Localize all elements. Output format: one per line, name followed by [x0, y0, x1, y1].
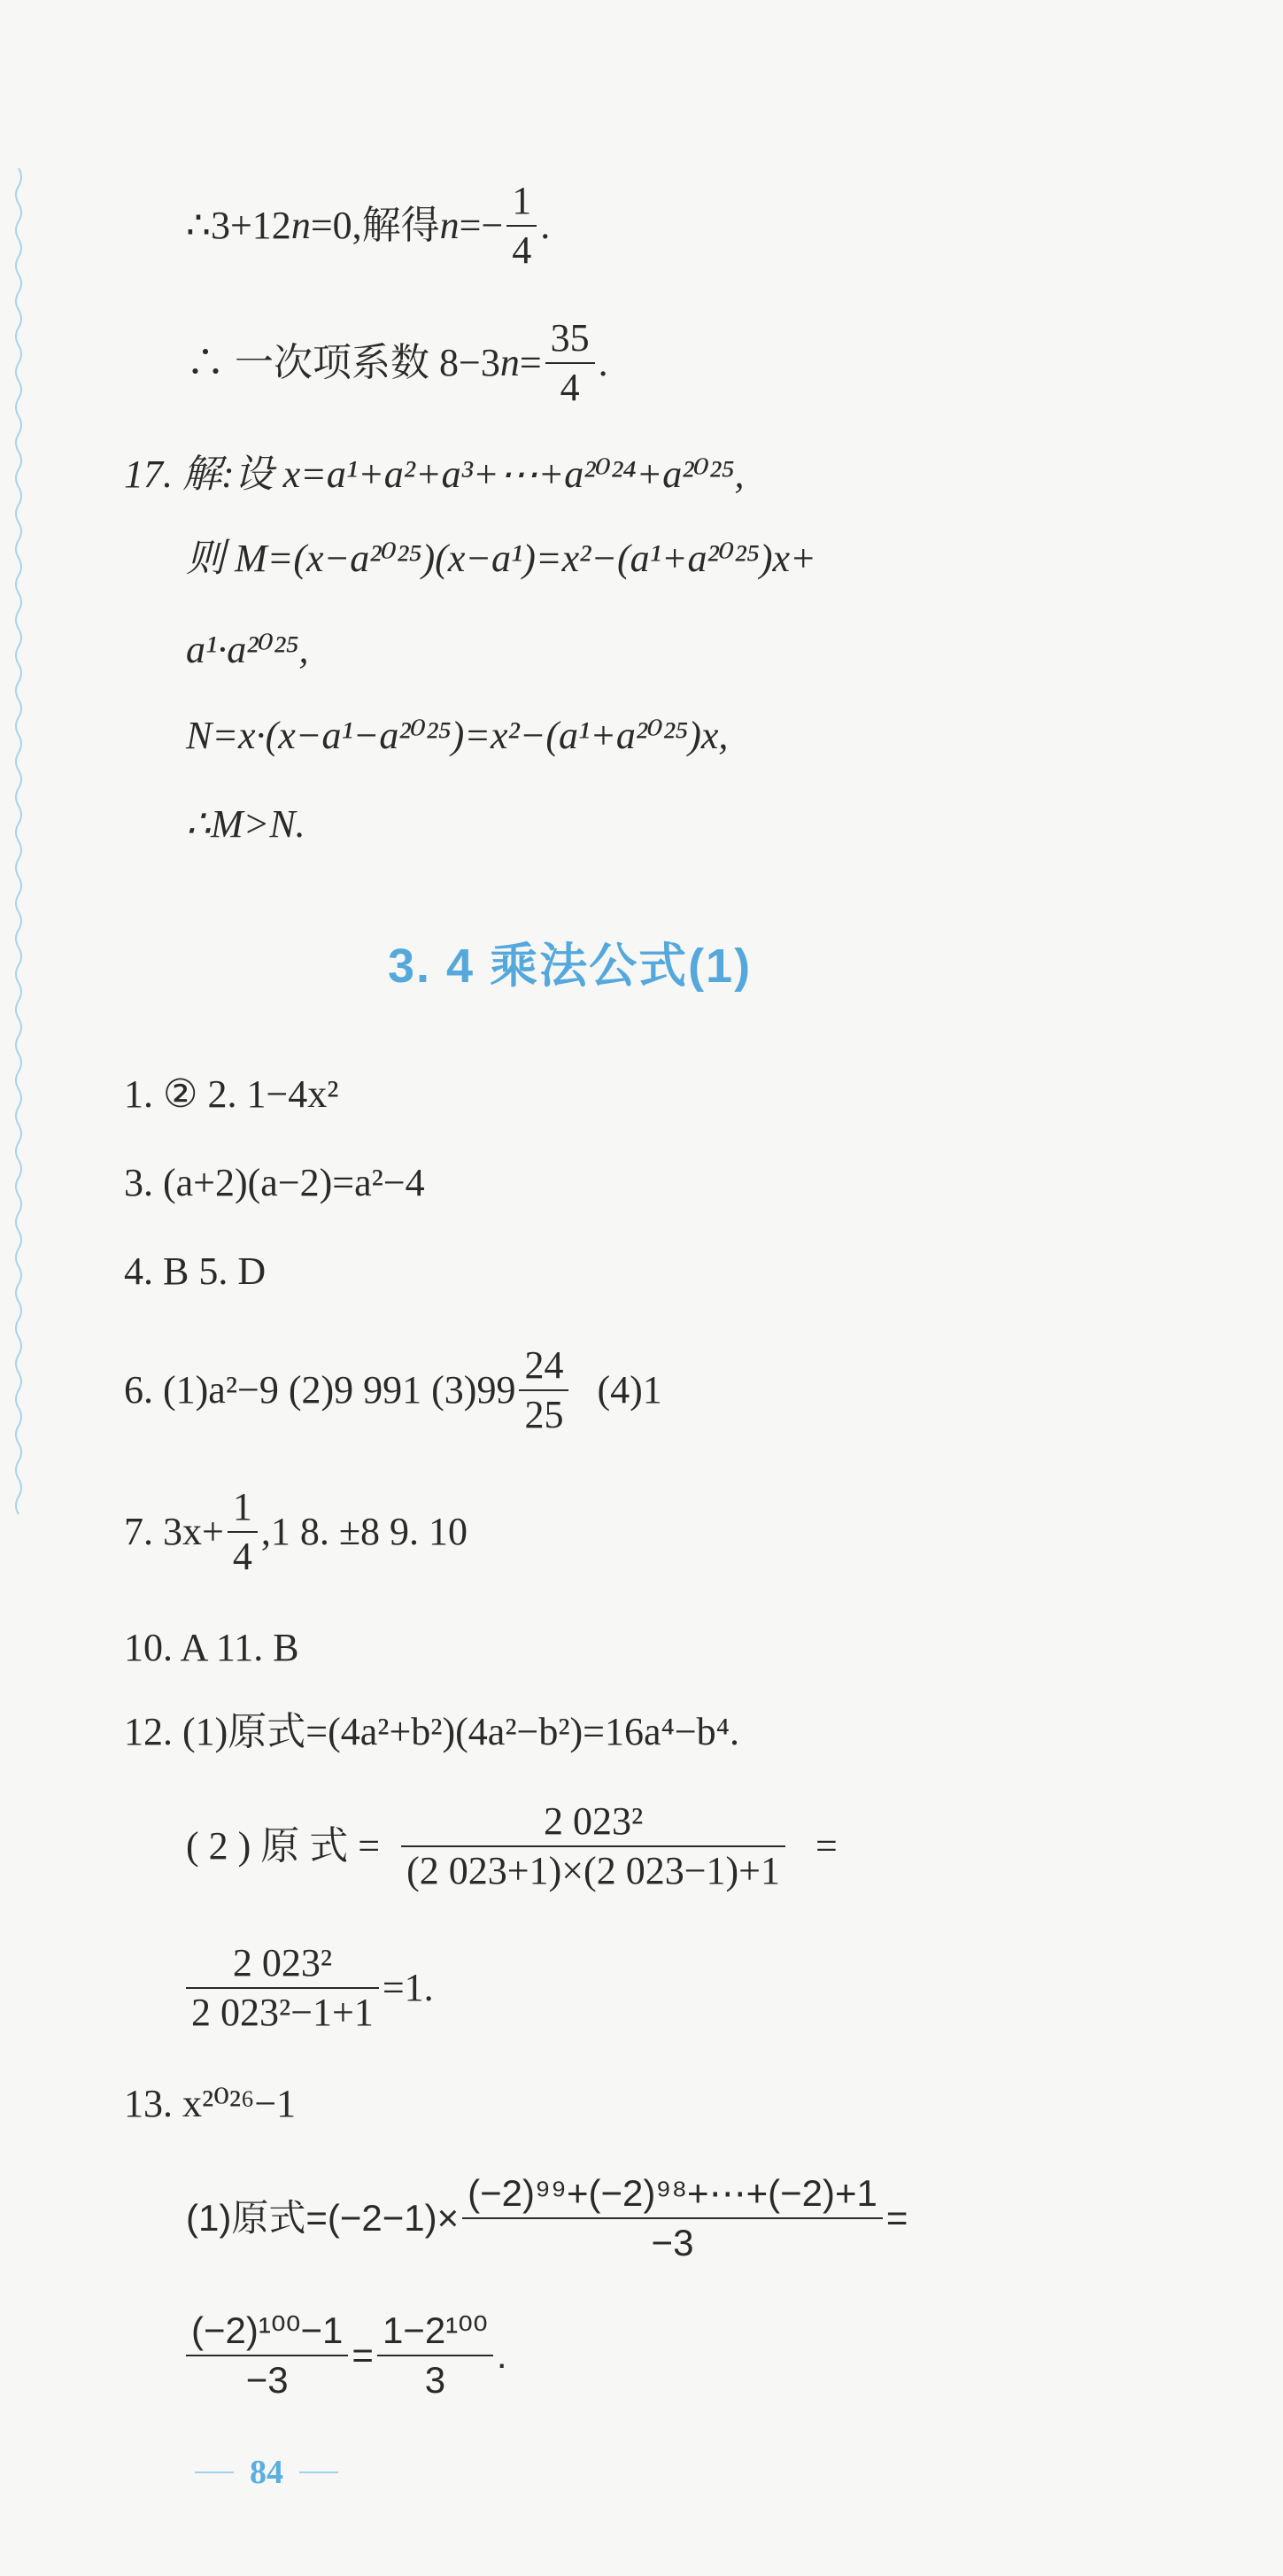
page-number-dash-right	[299, 2472, 338, 2473]
page-number-dash-left	[195, 2472, 234, 2473]
fraction-13-1: $\frac{\text{(−2)⁹⁹+(−2)⁹⁸+⋯+(−2)+1}}{-3}$	[462, 2170, 883, 2267]
answer-13: 13. x²⁰²⁶−1	[124, 2082, 297, 2125]
fraction-35-4: $\frac{35}{4}$	[545, 314, 595, 412]
fraction-13-2b: $\frac{\text{1−2¹⁰⁰}}{3}$	[377, 2307, 493, 2404]
answer-3: 3. (a+2)(a−2)=a²−4	[124, 1161, 425, 1204]
answer-6: 6. (1)a²−9 (2)9 991 (3)99 $\frac{24}{25}$ (4)1	[124, 1342, 662, 1439]
answer-10-11: 10. A 11. B	[124, 1626, 299, 1669]
answer-12-2-result: $\frac{\text{2 023²}}{\text{2 023²−1+1}}$ =1.	[186, 1939, 434, 2037]
fraction-one-fourth: $\frac{1}{4}$	[506, 177, 537, 275]
fraction-12-2: $\frac{\text{2 023²}}{(2 023+1)\times(2 023-1)+1}$	[401, 1798, 785, 1895]
answer-1-2: 1. ② 2. 1−4x²	[124, 1072, 339, 1116]
answer-4-5: 4. B 5. D	[124, 1249, 267, 1293]
q17-n-expression: N=x·(x−a¹−a²⁰²⁵)=x²−(a¹+a²⁰²⁵)x,	[186, 714, 729, 757]
q17-m-expression-cont: a¹·a²⁰²⁵,	[186, 628, 309, 671]
answer-12-1: 12. (1)原式=(4a²+b²)(4a²−b²)=16a⁴−b⁴.	[124, 1710, 740, 1753]
fraction-12-3: $\frac{\text{2 023²}}{\text{2 023²−1+1}}$	[186, 1939, 379, 2037]
q17-m-expression: 则 M=(x−a²⁰²⁵)(x−a¹)=x²−(a¹+a²⁰²⁵)x+	[186, 537, 816, 580]
fraction-one-fourth-q7: $\frac{1}{4}$	[228, 1483, 258, 1581]
section-title: 3. 4 乘法公式(1)	[388, 940, 753, 993]
answer-13-1: (1)原式=(−2−1)× $\frac{\text{(−2)⁹⁹+(−2)⁹⁸+⋯+(−2)+1}}{-3}$ =	[186, 2170, 908, 2267]
q17-conclusion: ∴M>N.	[186, 802, 305, 846]
fraction-24-25: $\frac{24}{25}$	[519, 1342, 568, 1439]
fraction-13-2a: $\frac{\text{(−2)¹⁰⁰−1}}{-3}$	[186, 2307, 348, 2404]
q17-setup: 17. 解:设 x=a¹+a²+a³+⋯+a²⁰²⁴+a²⁰²⁵,	[124, 453, 745, 496]
answer-7-8-9: 7. 3x+ $\frac{1}{4}$ ,1 8. ±8 9. 10	[124, 1483, 468, 1581]
page-number-text: 84	[250, 2454, 283, 2491]
answer-13-2: $\frac{\text{(−2)¹⁰⁰−1}}{-3}$ = $\frac{\text{1−2¹⁰⁰}}{3}$ .	[186, 2307, 507, 2404]
line-n-solution: ∴3+12 n =0,解得 n =− $\frac{1}{4}$ .	[186, 177, 550, 275]
answer-12-2: ( 2 ) 原 式 = $\frac{\text{2 023²}}{(2 023+1)\times(2 023-1)+1}$ =	[186, 1798, 838, 1895]
line-linear-coefficient: ∴ 一次项系数 8−3 n = $\frac{35}{4}$ .	[186, 314, 608, 412]
page-number	[195, 2453, 338, 2492]
margin-wavy-line	[12, 168, 25, 2400]
